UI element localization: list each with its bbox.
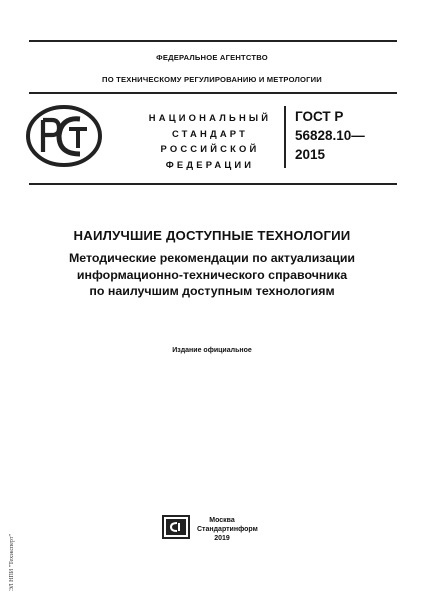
standard-type-line-3: РОССИЙСКОЙ: [160, 143, 260, 154]
subtitle-line-3: по наилучшим доступным технологиям: [89, 284, 335, 298]
subtitle-line-1: Методические рекомендации по актуализации: [68, 251, 356, 265]
header-divider: [29, 92, 397, 94]
edition-label: Издание официальное: [172, 347, 252, 354]
standard-code-line-2: 56828.10—: [295, 128, 365, 143]
document-title: НАИЛУЧШИЕ ДОСТУПНЫЕ ТЕХНОЛОГИИ: [73, 228, 351, 243]
publisher-year: 2019: [214, 535, 230, 543]
agency-line-2: ПО ТЕХНИЧЕСКОМУ РЕГУЛИРОВАНИЮ И МЕТРОЛОГИИ: [102, 75, 322, 84]
standard-code: [295, 107, 365, 164]
publisher-logo-icon: [162, 515, 190, 539]
standard-code-line-3: 2015: [295, 147, 326, 162]
agency-line-1: ФЕДЕРАЛЬНОЕ АГЕНТСТВО: [156, 53, 268, 62]
standard-type-line-1: НАЦИОНАЛЬНЫЙ: [148, 112, 272, 123]
standard-type-line-4: ФЕДЕРАЦИИ: [165, 158, 255, 170]
top-rule: [29, 40, 397, 42]
standard-type-line-2: СТАНДАРТ: [171, 127, 249, 139]
publisher-name: Стандартинформ: [197, 526, 258, 534]
subtitle-line-2: информационно-технического справочника: [76, 267, 348, 282]
publisher-imprint: [197, 516, 258, 544]
rst-emblem-icon: [25, 104, 103, 168]
standard-type-block: [146, 110, 274, 172]
side-stamp: ЭЛ НПИ "Техэксперт": [9, 534, 15, 591]
title-divider: [29, 183, 397, 185]
publisher-city: Москва: [209, 517, 235, 524]
standard-code-line-1: ГОСТ Р: [295, 109, 344, 124]
document-subtitle: [40, 250, 384, 300]
standard-divider: [284, 106, 286, 168]
